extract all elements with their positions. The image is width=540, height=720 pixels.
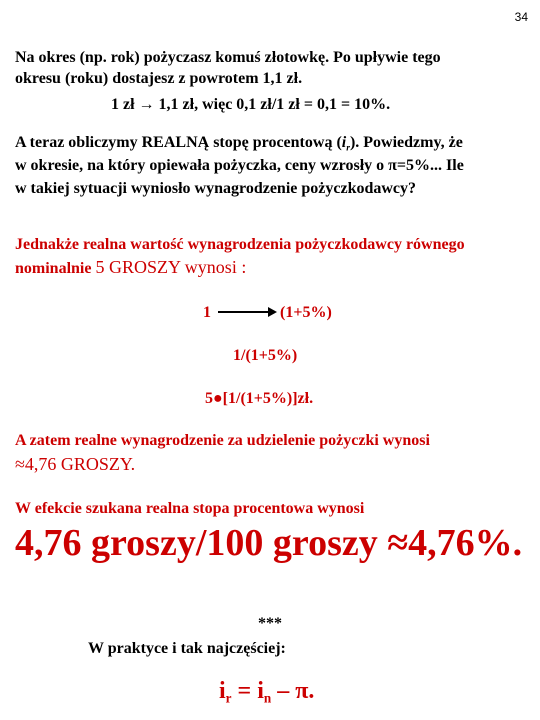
result-line-1: A zatem realne wynagrodzenie za udzielenie pożyczki wynosi	[15, 432, 430, 449]
however-line-2: nominalnie 5 GROSZY wynosi :	[15, 257, 247, 277]
final-formula: $i_r = i_n - \pi$.	[219, 678, 315, 706]
calc-step-3: 5●[1/(1+5%)]zł.	[205, 390, 314, 407]
intro-formula: 1 zł → 1,1 zł, więc 0,1 zł/1 zł = 0,1 = 10%.	[111, 96, 391, 113]
question-line-2: w okresie, na który opiewała pożyczka, ceny wzrosły o π=5%... Ile	[15, 157, 464, 174]
arrow-head	[268, 307, 277, 317]
rate-symbol: $i_r$	[341, 134, 350, 154]
question-text-a: A teraz obliczymy REALNĄ stopę procentową (	[15, 134, 342, 151]
result-line-2: ≈4,76 GROSZY.	[15, 454, 136, 474]
intro-line-2: okresu (roku) dostajesz z powrotem 1,1 zł.	[15, 70, 303, 87]
page-number: 34	[514, 10, 528, 24]
question-line-3: w takiej sytuacji wyniosło wynagrodzenie pożyczkodawcy?	[15, 180, 417, 197]
question-text-b: ). Powiedzmy, że	[349, 134, 463, 151]
arrow-line	[218, 311, 270, 313]
calc-right: (1+5%)	[280, 304, 332, 321]
calc-left: 1	[203, 304, 211, 321]
effect-line: W efekcie szukana realna stopa procentowa wynosi	[15, 500, 365, 517]
effect-big-result: 4,76 groszy/100 groszy ≈4,76%.	[15, 522, 523, 564]
stars: ***	[258, 615, 282, 632]
however-line-1: Jednakże realna wartość wynagrodzenia pożyczkodawcy równego	[15, 236, 465, 253]
practice-line: W praktyce i tak najczęściej:	[88, 640, 286, 657]
intro-line-1: Na okres (np. rok) pożyczasz komuś złotowkę. Po upływie tego	[15, 49, 441, 66]
calc-step-2: 1/(1+5%)	[233, 347, 298, 364]
